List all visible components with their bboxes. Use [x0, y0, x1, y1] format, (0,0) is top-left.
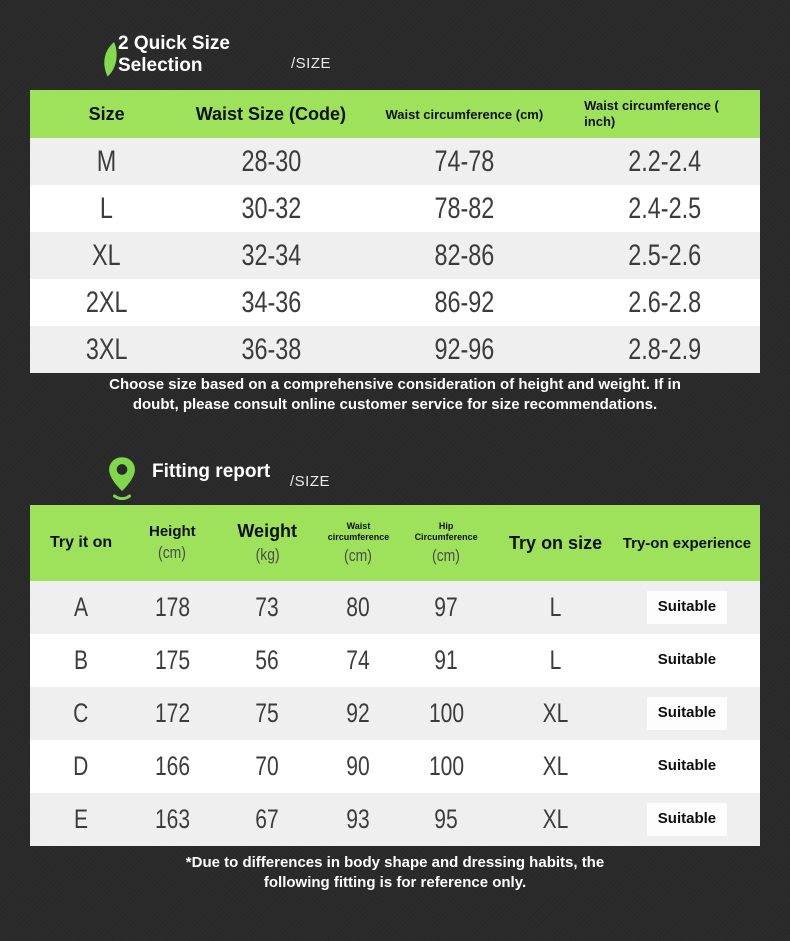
waist-inch-value: 2.8-2.9	[628, 332, 702, 366]
header-height: Height	[149, 523, 196, 540]
quick-size-title	[118, 33, 230, 77]
size-value: M	[96, 144, 117, 178]
height-value: 163	[154, 804, 190, 834]
experience-value: Suitable	[647, 644, 727, 677]
waist-cm-value: 78-82	[434, 191, 495, 225]
table-row	[30, 581, 760, 634]
model-value: A	[74, 592, 89, 622]
table-row	[30, 793, 760, 846]
experience-value: Suitable	[647, 803, 727, 836]
size-table	[30, 90, 760, 373]
height-value: 175	[154, 645, 190, 675]
waist-value: 90	[346, 751, 371, 781]
waist-cm-value: 92-96	[434, 332, 495, 366]
height-value: 172	[154, 698, 190, 728]
table-row	[30, 740, 760, 793]
weight-value: 75	[255, 698, 279, 728]
quick-size-title-line1: 2 Quick Size	[118, 33, 230, 54]
map-pin-icon	[107, 456, 137, 505]
try-on-size-value: XL	[542, 751, 569, 781]
hip-value: 91	[434, 645, 458, 675]
height-value: 178	[154, 592, 190, 622]
size-value: L	[100, 191, 114, 225]
size-note: Choose size based on a comprehensive consideration of height and weight. If in doubt, please consult online customer service for size recommendations.	[109, 376, 681, 413]
weight-value: 67	[255, 804, 279, 834]
table-row	[30, 326, 760, 373]
header-waist-cm: Waist circumference (cm)	[385, 106, 544, 122]
try-on-size-value: XL	[542, 804, 569, 834]
waist-inch-value: 2.4-2.5	[628, 191, 702, 225]
model-value: E	[74, 804, 89, 834]
waist-code-value: 30-32	[240, 191, 301, 225]
waist-cm-value: 74-78	[434, 144, 495, 178]
waist-code-value: 34-36	[240, 285, 301, 319]
waist-inch-value: 2.6-2.8	[628, 285, 702, 319]
waist-value: 93	[346, 804, 371, 834]
waist-inch-value: 2.5-2.6	[628, 238, 702, 272]
header-try-on-experience: Try-on experience	[622, 534, 752, 552]
size-tag: /SIZE	[291, 55, 332, 72]
weight-value: 56	[255, 645, 279, 675]
hip-value: 95	[434, 804, 458, 834]
header-try-on-size: Try on size	[509, 532, 603, 553]
hip-value: 100	[428, 751, 464, 781]
size-value: XL	[92, 238, 121, 272]
size-value: 2XL	[85, 285, 128, 319]
table-row	[30, 279, 760, 326]
hip-value: 97	[434, 592, 458, 622]
model-value: D	[73, 751, 89, 781]
fitting-report-title: Fitting report	[152, 461, 271, 482]
try-on-size-value: L	[549, 592, 562, 622]
waist-code-value: 28-30	[240, 144, 301, 178]
fitting-table	[30, 505, 760, 846]
header-hip-circumference: Hip Circumference	[414, 520, 478, 542]
experience-value: Suitable	[647, 697, 727, 730]
header-try-it-on: Try it on	[49, 534, 113, 551]
weight-value: 70	[255, 751, 279, 781]
size-tag: /SIZE	[290, 473, 331, 490]
table-row	[30, 634, 760, 687]
table-row	[30, 185, 760, 232]
header-size: Size	[88, 103, 125, 124]
try-on-size-value: XL	[542, 698, 569, 728]
waist-code-value: 32-34	[240, 238, 301, 272]
hip-value: 100	[428, 698, 464, 728]
header-hip-unit: (cm)	[432, 545, 461, 565]
header-weight-unit: (kg)	[255, 545, 280, 564]
waist-cm-value: 86-92	[434, 285, 495, 319]
fitting-note: *Due to differences in body shape and dressing habits, the following fitting is for reference only.	[185, 854, 605, 891]
header-waist-code: Waist Size (Code)	[195, 103, 347, 124]
height-value: 166	[154, 751, 190, 781]
header-waist-circumference: Waist circumference	[327, 520, 390, 542]
header-height-unit: (cm)	[158, 543, 187, 562]
model-value: C	[73, 698, 89, 728]
experience-value: Suitable	[647, 591, 727, 624]
header-waist-inch: Waist circumference ( inch)	[584, 98, 719, 129]
header-weight: Weight	[237, 521, 298, 541]
waist-value: 92	[346, 698, 371, 728]
size-value: 3XL	[85, 332, 128, 366]
table-row	[30, 232, 760, 279]
weight-value: 73	[255, 592, 279, 622]
table-row	[30, 138, 760, 185]
header-waist-unit: (cm)	[344, 545, 373, 565]
quick-size-title-line2: Selection	[118, 55, 203, 76]
try-on-size-value: L	[549, 645, 562, 675]
waist-value: 80	[346, 592, 371, 622]
table-row	[30, 687, 760, 740]
model-value: B	[74, 645, 89, 675]
waist-cm-value: 82-86	[434, 238, 495, 272]
waist-code-value: 36-38	[240, 332, 301, 366]
waist-inch-value: 2.2-2.4	[628, 144, 702, 178]
fitting-table-header	[30, 505, 760, 581]
waist-value: 74	[346, 645, 371, 675]
experience-value: Suitable	[647, 750, 727, 783]
size-table-header	[30, 90, 760, 138]
